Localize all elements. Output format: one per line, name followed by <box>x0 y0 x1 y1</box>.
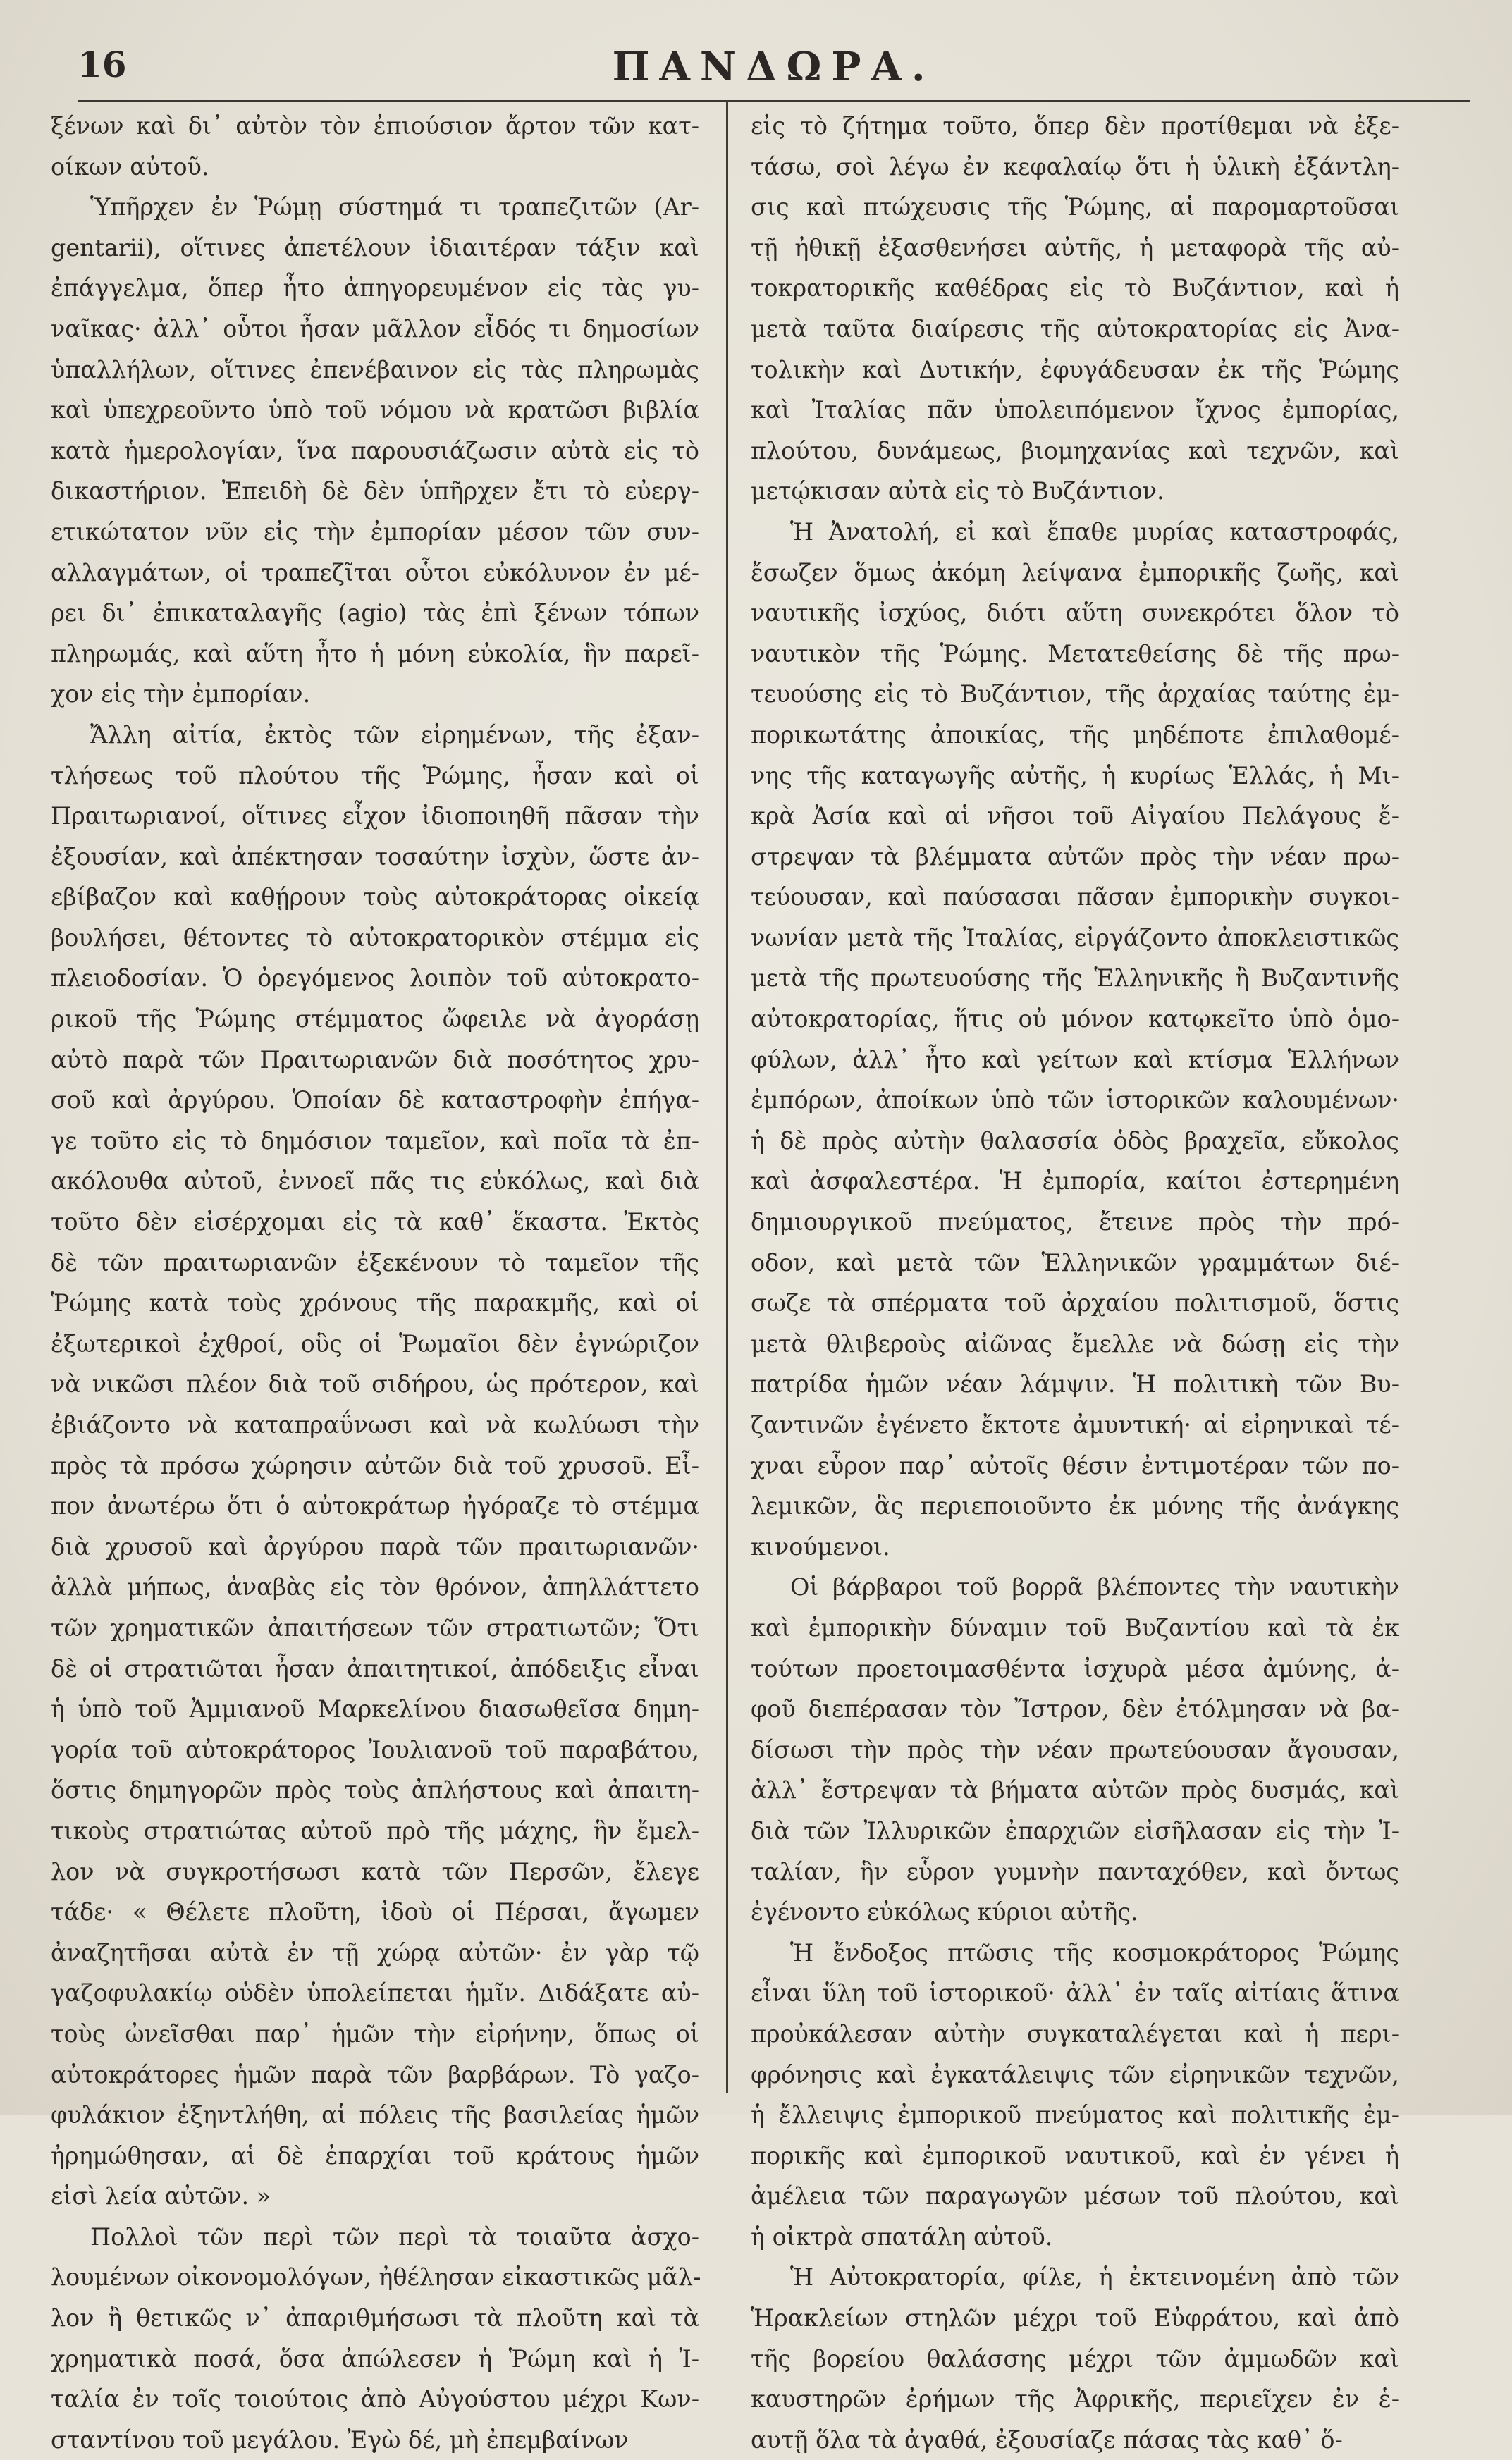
text-line: λον νὰ συγκροτήσωσι κατὰ τῶν Περσῶν, ἔλεγε <box>51 1857 699 1886</box>
text-line: Πολλοὶ τῶν περὶ τῶν περὶ τὰ τοιαῦτα ἀσχο- <box>90 2222 699 2251</box>
text-line: εἰσὶ λεία αὐτῶν. » <box>51 2182 271 2210</box>
text-line: βουλήσει, θέτοντες τὸ αὐτοκρατορικὸν στέμμα εἰς <box>51 923 699 952</box>
text-line: πλούτου, δυνάμεως, βιομηχανίας καὶ τεχνῶν, καὶ <box>751 436 1399 465</box>
text-line: οδον, καὶ μετὰ τῶν Ἑλληνικῶν γραμμάτων διέ- <box>751 1248 1399 1277</box>
text-line: γορία τοῦ αὐτοκράτορος Ἰουλιανοῦ τοῦ παραβάτου, <box>51 1735 699 1764</box>
text-line: γαζοφυλακίῳ οὐδὲν ὑπολείπεται ἡμῖν. Διδάξατε αὐ- <box>51 1979 699 2007</box>
text-line: ἀλλ᾽ ἔστρεψαν τὰ βήματα αὐτῶν πρὸς δυσμάς, καὶ <box>751 1776 1399 1804</box>
text-line: μετὰ τῆς πρωτευούσης τῆς Ἑλληνικῆς ἢ Βυζαντινῆς <box>751 964 1399 992</box>
text-line: ναυτικῆς ἰσχύος, διότι αὕτη συνεκρότει ὅλον τὸ <box>751 599 1399 627</box>
text-line: ἐβιάζοντο νὰ καταπραΰνωσι καὶ νὰ κωλύωσι τὴν <box>51 1411 699 1439</box>
text-line: gentarii), οἵτινες ἀπετέλουν ἰδιαιτέραν τάξιν καὶ <box>51 233 699 262</box>
header-rule <box>78 100 1470 102</box>
text-line: καυστηρῶν ἐρήμων τῆς Ἀφρικῆς, περιεῖχεν ἐν ἑ- <box>751 2385 1399 2413</box>
text-line: εβίβαζον καὶ καθῄρουν τοὺς αὐτοκράτορας οἰκείᾳ <box>51 883 699 911</box>
text-line: κατὰ ἡμερολογίαν, ἵνα παρουσιάζωσιν αὐτὰ εἰς τὸ <box>51 436 699 465</box>
text-line: διὰ τῶν Ἰλλυρικῶν ἐπαρχιῶν εἰσῆλασαν εἰς τὴν Ἰ- <box>751 1816 1399 1845</box>
text-line: Πραιτωριανοί, οἵτινες εἶχον ἰδιοποιηθῆ πᾶσαν τὴν <box>51 802 699 830</box>
text-line: ἀναζητῆσαι αὐτὰ ἐν τῇ χώρᾳ αὐτῶν· ἐν γὰρ τῷ <box>51 1938 699 1967</box>
text-line: χον εἰς τὴν ἐμπορίαν. <box>51 680 311 708</box>
text-line: ρει δι᾽ ἐπικαταλαγῆς (agio) τὰς ἐπὶ ξένων τόπων <box>51 599 699 627</box>
text-line: ναυτικὸν τῆς Ῥώμης. Μετατεθείσης δὲ τῆς πρω- <box>751 639 1399 668</box>
text-line: τικοὺς στρατιώτας αὐτοῦ πρὸ τῆς μάχης, ἣν ἔμελ- <box>51 1816 699 1845</box>
text-line: τοῦτο δὲν εἰσέρχομαι εἰς τὰ καθ᾽ ἕκαστα. Ἐκτὸς <box>51 1208 699 1236</box>
text-line: ἐγένοντο εὐκόλως κύριοι αὐτῆς. <box>751 1898 1138 1926</box>
text-line: Ἄλλη αἰτία, ἐκτὸς τῶν εἰρημένων, τῆς ἐξαν- <box>90 720 699 749</box>
text-line: προὐκάλεσαν αὐτὴν συγκαταλέγεται καὶ ἡ περι- <box>751 2019 1399 2048</box>
text-line: εἶναι ὕλη τοῦ ἱστορικοῦ· ἀλλ᾽ ἐν ταῖς αἰτίαις ἅτινα <box>751 1979 1399 2007</box>
left-column <box>51 106 699 2460</box>
text-line: καὶ ἐμπορικὴν δύναμιν τοῦ Βυζαντίου καὶ τὰ ἐκ <box>751 1613 1399 1642</box>
text-line: ἠρημώθησαν, αἱ δὲ ἐπαρχίαι τοῦ κράτους ἡμῶν <box>51 2141 699 2170</box>
text-line: νὰ νικῶσι πλέον διὰ τοῦ σιδήρου, ὡς πρότερον, καὶ <box>51 1370 699 1398</box>
text-line: λεμικῶν, ἃς περιεποιοῦντο ἐκ μόνης τῆς ἀνάγκης <box>751 1492 1399 1520</box>
text-line: χρηματικὰ ποσά, ὅσα ἀπώλεσεν ἡ Ῥώμη καὶ ἡ Ἰ- <box>51 2344 699 2373</box>
text-line: Ῥώμης κατὰ τοὺς χρόνους τῆς παρακμῆς, καὶ οἱ <box>51 1289 699 1317</box>
text-line: φύλων, ἀλλ᾽ ἦτο καὶ γείτων καὶ κτίσμα Ἑλλήνων <box>751 1045 1399 1074</box>
text-line: πληρωμάς, καὶ αὕτη ἦτο ἡ μόνη εὐκολία, ἣν παρεῖ- <box>51 639 699 668</box>
text-line: ἀλλὰ μήπως, ἀναβὰς εἰς τὸν θρόνον, ἀπηλλάττετο <box>51 1573 699 1601</box>
text-line: κινούμενοι. <box>751 1532 890 1561</box>
text-line: ταλίαν, ἣν εὗρον γυμνὴν πανταχόθεν, καὶ ὄντως <box>751 1857 1399 1886</box>
text-line: καὶ ὑπεχρεοῦντο ὑπὸ τοῦ νόμου νὰ κρατῶσι βιβλία <box>51 396 699 424</box>
text-line: στρεψαν τὰ βλέμματα αὐτῶν πρὸς τὴν νέαν πρω- <box>751 842 1399 871</box>
text-line: αυτῇ ὅλα τὰ ἀγαθά, ἐξουσίαζε πάσας τὰς καθ᾽ ὅ- <box>751 2425 1343 2454</box>
text-line: καὶ Ἰταλίας πᾶν ὑπολειπόμενον ἴχνος ἐμπορίας, <box>751 396 1399 424</box>
text-line: ταλία ἐν τοῖς τοιούτοις ἀπὸ Αὐγούστου μέχρι Κων- <box>51 2385 699 2413</box>
column-divider <box>726 100 728 2093</box>
text-line: ζαντινῶν ἐγένετο ἔκτοτε ἀμυντική· αἱ εἰρηνικαὶ τέ- <box>751 1411 1399 1439</box>
text-line: σις καὶ πτώχευσις τῆς Ῥώμης, αἱ παρομαρτοῦσαι <box>751 193 1399 221</box>
right-column <box>751 106 1399 2460</box>
text-line: τῇ ἠθικῇ ἐξασθενήσει αὐτῆς, ἡ μεταφορὰ τῆς αὐ- <box>751 233 1399 262</box>
text-line: σταντίνου τοῦ μεγάλου. Ἐγὼ δέ, μὴ ἐπεμβαίνων <box>51 2425 629 2454</box>
text-line: δίσωσι τὴν πρὸς τὴν νέαν πρωτεύουσαν ἄγουσαν, <box>751 1735 1399 1764</box>
text-line: ναῖκας· ἀλλ᾽ οὗτοι ἦσαν μᾶλλον εἶδός τι δημοσίων <box>51 314 699 343</box>
text-line: ἡ ἔλλειψις ἐμπορικοῦ πνεύματος καὶ πολιτικῆς ἐμ- <box>751 2101 1399 2129</box>
text-line: τῶν χρηματικῶν ἀπαιτήσεων τῶν στρατιωτῶν; Ὅτι <box>51 1613 699 1642</box>
text-line: σωζε τὰ σπέρματα τοῦ ἀρχαίου πολιτισμοῦ, ὅστις <box>751 1289 1399 1317</box>
text-line: σοῦ καὶ ἀργύρου. Ὁποίαν δὲ καταστροφὴν ἐπήγα- <box>51 1086 699 1114</box>
text-line: ἡ οἰκτρὰ σπατάλη αὐτοῦ. <box>751 2222 1053 2251</box>
text-line: εἰς τὸ ζήτημα τοῦτο, ὅπερ δὲν προτίθεμαι νὰ ἐξε- <box>751 112 1399 140</box>
text-line: ὅστις δημηγορῶν πρὸς τοὺς ἀπλήστους καὶ ἀπαιτη- <box>51 1776 699 1804</box>
text-line: τολικὴν καὶ Δυτικήν, ἐφυγάδευσαν ἐκ τῆς Ῥώμης <box>751 355 1399 383</box>
text-line: αὐτοκράτορες ἡμῶν παρὰ τῶν βαρβάρων. Τὸ γαζο- <box>51 2060 699 2089</box>
text-line: λον ἢ θετικῶς ν᾽ ἀπαριθμήσωσι τὰ πλοῦτη καὶ τὰ <box>51 2304 699 2332</box>
text-line: ρικοῦ τῆς Ῥώμης στέμματος ὤφειλε νὰ ἀγοράσῃ <box>51 1005 699 1033</box>
text-line: πον ἀνωτέρω ὅτι ὁ αὐτοκράτωρ ἠγόραζε τὸ στέμμα <box>51 1492 699 1520</box>
text-line: ἡ ὑπὸ τοῦ Ἀμμιανοῦ Μαρκελίνου διασωθεῖσα δημη- <box>51 1695 699 1723</box>
text-line: τευούσης εἰς τὸ Βυζάντιον, τῆς ἀρχαίας ταύτης ἐμ- <box>751 680 1399 708</box>
text-line: δικαστήριον. Ἐπειδὴ δὲ δὲν ὑπῆρχεν ἔτι τὸ εὐεργ- <box>51 477 699 505</box>
text-line: αλλαγμάτων, οἱ τραπεζῖται οὗτοι εὐκόλυνον ἐν μέ- <box>51 558 699 586</box>
text-line: πλειοδοσίαν. Ὁ ὀρεγόμενος λοιπὸν τοῦ αὐτοκρατο- <box>51 964 699 992</box>
text-line: Ἡρακλείων στηλῶν μέχρι τοῦ Εὐφράτου, καὶ ἀπὸ <box>751 2304 1399 2332</box>
text-line: οίκων αὐτοῦ. <box>51 152 209 180</box>
text-line: τεύουσαν, καὶ παύσασαι πᾶσαν ἐμπορικὴν συγκοι- <box>751 883 1399 911</box>
text-line: ετικώτατον νῦν εἰς τὴν ἐμπορίαν μέσον τῶν συν- <box>51 517 699 546</box>
text-line: κρὰ Ἀσία καὶ αἱ νῆσοι τοῦ Αἰγαίου Πελάγους ἔ- <box>751 802 1399 830</box>
text-line: πρὸς τὰ πρόσω χώρησιν αὐτῶν διὰ τοῦ χρυσοῦ. Εἶ- <box>51 1451 699 1480</box>
text-line: δὲ τῶν πραιτωριανῶν ἐξεκένουν τὸ ταμεῖον τῆς <box>51 1248 699 1277</box>
text-line: διὰ χρυσοῦ καὶ ἀργύρου παρὰ τῶν πραιτωριανῶν· <box>51 1532 699 1561</box>
text-line: αὐτοκρατορίας, ἥτις οὐ μόνον κατῳκεῖτο ὑπὸ ὁμο- <box>751 1005 1399 1033</box>
text-line: τλήσεως τοῦ πλούτου τῆς Ῥώμης, ἦσαν καὶ οἱ <box>51 761 699 789</box>
page-header <box>78 44 1470 93</box>
text-line: Ὑπῆρχεν ἐν Ῥώμῃ σύστημά τι τραπεζιτῶν (Ar- <box>90 193 699 221</box>
text-line: ἀμέλεια τῶν παραγωγῶν μέσων τοῦ πλούτου, καὶ <box>751 2182 1399 2210</box>
journal-title: ΠΑΝΔΩΡΑ. <box>612 44 935 90</box>
text-line: Ἡ ἔνδοξος πτῶσις τῆς κοσμοκράτορος Ῥώμης <box>790 1938 1399 1967</box>
text-line: χναι εὗρον παρ᾽ αὐτοῖς θέσιν ἐντιμοτέραν τῶν πο- <box>751 1451 1399 1480</box>
text-line: φυλάκιον ἐξηντλήθη, αἱ πόλεις τῆς βασιλείας ἡμῶν <box>51 2101 699 2129</box>
text-line: Ἡ Ἀνατολή, εἰ καὶ ἔπαθε μυρίας καταστροφάς, <box>790 517 1399 546</box>
text-line: ἐπάγγελμα, ὅπερ ἦτο ἀπηγορευμένον εἰς τὰς γυ- <box>51 274 699 302</box>
text-line: καὶ ἀσφαλεστέρα. Ἡ ἐμπορία, καίτοι ἐστερημένη <box>751 1167 1399 1195</box>
text-line: ἔσωζεν ὅμως ἀκόμη λείψανα ἐμπορικῆς ζωῆς, καὶ <box>751 558 1399 586</box>
text-line: μετῴκισαν αὐτὰ εἰς τὸ Βυζάντιον. <box>751 477 1164 505</box>
text-line: πορικωτάτης ἀποικίας, τῆς μηδέποτε ἐπιλαθομέ- <box>751 720 1399 749</box>
text-line: ξένων καὶ δι᾽ αὐτὸν τὸν ἐπιούσιον ἄρτον τῶν κατ- <box>51 112 699 140</box>
page-number: 16 <box>78 44 127 85</box>
text-line: τοὺς ὠνεῖσθαι παρ᾽ ἡμῶν τὴν εἰρήνην, ὅπως οἱ <box>51 2019 699 2048</box>
text-line: τῆς βορείου θαλάσσης μέχρι τῶν ἀμμωδῶν καὶ <box>751 2344 1399 2373</box>
text-line: τάσω, σοὶ λέγω ἐν κεφαλαίῳ ὅτι ἡ ὑλικὴ ἐξάντλη- <box>751 152 1399 180</box>
text-line: αὐτὸ παρὰ τῶν Πραιτωριανῶν διὰ ποσότητος χρυ- <box>51 1045 699 1074</box>
text-line: Ἡ Αὐτοκρατορία, φίλε, ἡ ἐκτεινομένη ἀπὸ τῶν <box>790 2263 1399 2292</box>
text-line: μετὰ θλιβεροὺς αἰῶνας ἔμελλε νὰ δώσῃ εἰς τὴν <box>751 1329 1399 1358</box>
text-line: ακόλουθα αὐτοῦ, ἐννοεῖ πᾶς τις εὐκόλως, καὶ διὰ <box>51 1167 699 1195</box>
text-line: λουμένων οἰκονομολόγων, ἠθέλησαν εἰκαστικῶς μᾶλ- <box>51 2263 701 2292</box>
text-line: ἐξουσίαν, καὶ ἀπέκτησαν τοσαύτην ἰσχὺν, ὥστε ἀν- <box>51 842 699 871</box>
text-line: τοκρατορικῆς καθέδρας εἰς τὸ Βυζάντιον, καὶ ἡ <box>751 274 1399 302</box>
text-line: μετὰ ταῦτα διαίρεσις τῆς αὐτοκρατορίας εἰς Ἀνα- <box>751 314 1399 343</box>
text-line: ἐξωτερικοὶ ἐχθροί, οὓς οἱ Ῥωμαῖοι δὲν ἐγνώριζον <box>51 1329 699 1358</box>
text-line: γε τοῦτο εἰς τὸ δημόσιον ταμεῖον, καὶ ποῖα τὰ ἐπ- <box>51 1126 699 1155</box>
text-line: τούτων προετοιμασθέντα ἰσχυρὰ μέσα ἀμύνης, ἀ- <box>751 1654 1399 1683</box>
text-line: ἐμπόρων, ἀποίκων ὑπὸ τῶν ἱστορικῶν καλουμένων· <box>751 1086 1399 1114</box>
text-line: Οἱ βάρβαροι τοῦ βορρᾶ βλέποντες τὴν ναυτικὴν <box>790 1573 1399 1601</box>
text-line: ὑπαλλήλων, οἵτινες ἐπενέβαινον εἰς τὰς πληρωμὰς <box>51 355 699 383</box>
text-line: δὲ οἱ στρατιῶται ἦσαν ἀπαιτητικοί, ἀπόδειξις εἶναι <box>51 1654 699 1683</box>
text-line: πατρίδα ἡμῶν νέαν λάμψιν. Ἡ πολιτικὴ τῶν Βυ- <box>751 1370 1399 1398</box>
text-line: φοῦ διεπέρασαν τὸν Ἴστρον, δὲν ἐτόλμησαν νὰ βα- <box>751 1695 1399 1723</box>
text-line: τάδε· « Θέλετε πλοῦτη, ἰδοὺ οἱ Πέρσαι, ἄγωμεν <box>51 1898 699 1926</box>
text-line: πορικῆς καὶ ἐμπορικοῦ ναυτικοῦ, καὶ ἐν γένει ἡ <box>751 2141 1399 2170</box>
text-line: νωνίαν μετὰ τῆς Ἰταλίας, εἰργάζοντο ἀποκλειστικῶς <box>751 923 1399 952</box>
text-line: δημιουργικοῦ πνεύματος, ἔτεινε πρὸς τὴν πρό- <box>751 1208 1399 1236</box>
text-line: φρόνησις καὶ ἐγκατάλειψις τῶν εἰρηνικῶν τεχνῶν, <box>751 2060 1399 2089</box>
text-line: ἡ δὲ πρὸς αὐτὴν θαλασσία ὁδὸς βραχεῖα, εὔκολος <box>751 1126 1399 1155</box>
text-line: νης τῆς καταγωγῆς αὐτῆς, ἡ κυρίως Ἑλλάς, ἡ Μι- <box>751 761 1399 789</box>
